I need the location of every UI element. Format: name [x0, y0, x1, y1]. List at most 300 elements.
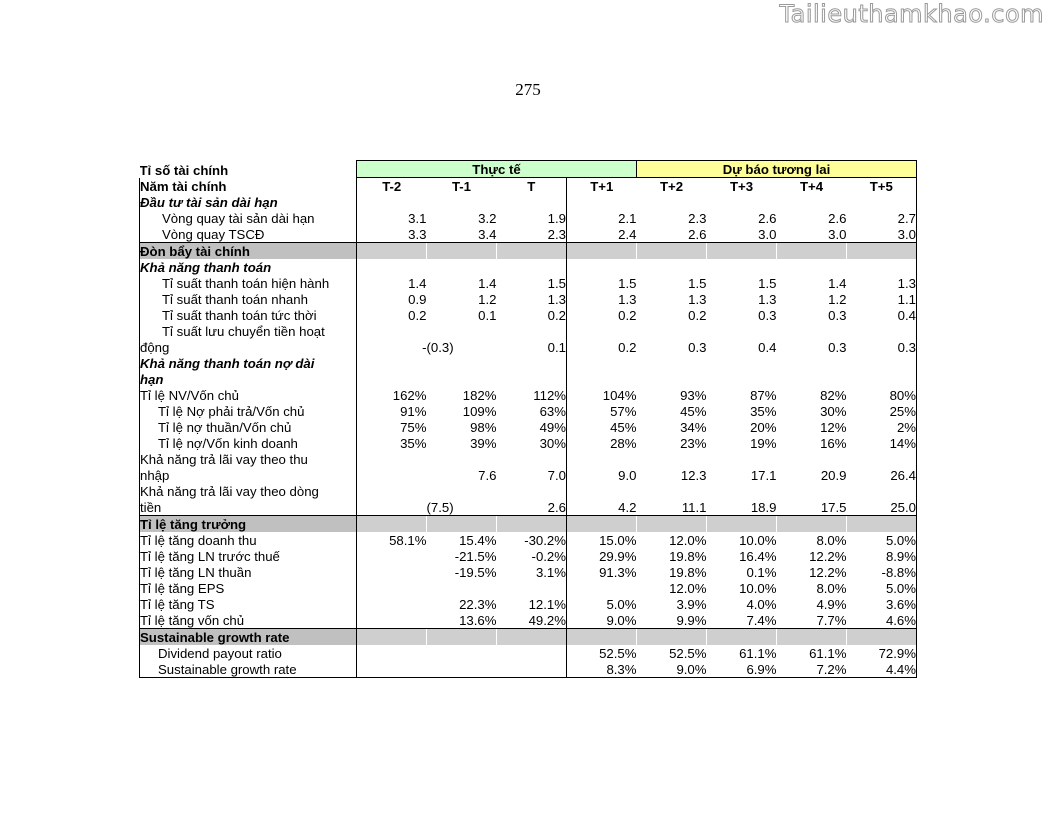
cell-value: 93% — [680, 388, 707, 403]
cell-value — [637, 451, 707, 467]
cell-value — [357, 355, 427, 371]
cell-value: 1.3 — [688, 292, 707, 307]
cell-value — [357, 661, 427, 678]
cell-value — [357, 580, 427, 596]
cell-value — [637, 371, 707, 387]
cell-value: 12.3 — [680, 468, 707, 483]
cell-value — [497, 645, 567, 661]
cell-value: 1.3 — [847, 275, 917, 291]
row-label: Tỉ lệ Nợ phải trả/Vốn chủ — [140, 403, 357, 419]
row-label: Khả năng trả lãi vay theo dòng — [140, 483, 357, 499]
cell-value: 26.4 — [847, 467, 917, 483]
cell-value: 0.2 — [688, 308, 707, 323]
row-label: Tỉ lệ nợ/Vốn kinh doanh — [140, 435, 357, 451]
row-label: Dividend payout ratio — [140, 645, 357, 661]
financial-ratios-table — [139, 160, 917, 678]
cell-value — [637, 483, 707, 499]
cell-value: 58.1% — [389, 533, 427, 548]
cell-value: 72.9% — [847, 645, 917, 661]
table-row — [140, 596, 917, 612]
cell-value — [567, 371, 637, 387]
table-row — [140, 194, 917, 210]
cell-value: 12.0% — [669, 581, 707, 596]
cell-value: 57% — [610, 404, 637, 419]
table-row — [140, 451, 917, 467]
cell-value: 7.2% — [777, 661, 847, 678]
cell-value: 7.0 — [497, 467, 567, 483]
cell-value: 1.2 — [478, 292, 497, 307]
cell-value — [427, 661, 497, 678]
table-row — [140, 661, 917, 678]
row-label: Tỉ lệ tăng LN trước thuế — [140, 548, 357, 564]
year-header: T+4 — [799, 179, 824, 194]
table-row — [140, 259, 917, 275]
cell-value: -19.5% — [454, 565, 497, 580]
cell-value — [637, 194, 707, 210]
cell-value: 8.3% — [567, 661, 637, 678]
table-title: Tỉ số tài chính — [139, 162, 229, 178]
cell-value: 1.3 — [497, 291, 567, 307]
cell-value — [847, 194, 917, 210]
row-label: Tỉ suất thanh toán hiện hành — [140, 275, 357, 291]
row-label: Tỉ suất thanh toán tức thời — [140, 307, 357, 323]
cell-value: 4.2 — [618, 500, 637, 515]
cell-value: -0.2% — [497, 548, 567, 564]
row-label: Tỉ lệ tăng vốn chủ — [140, 612, 357, 629]
watermark-text: Tailieuthamkhao.com — [779, 0, 1044, 28]
cell-value: 9.0% — [606, 613, 637, 628]
cell-value: 45% — [610, 420, 637, 435]
cell-value: 12.0% — [669, 533, 707, 548]
table-row — [140, 419, 917, 435]
cell-value: 2.4 — [618, 227, 637, 242]
cell-value: 18.9 — [750, 500, 777, 515]
cell-value — [847, 243, 917, 260]
cell-value — [357, 243, 427, 260]
cell-value — [847, 451, 917, 467]
cell-value — [567, 194, 637, 210]
cell-value: 35% — [750, 404, 777, 419]
cell-value — [707, 243, 777, 260]
cell-value: 0.2 — [618, 308, 637, 323]
cell-value: 9.0 — [618, 468, 637, 483]
cell-value: - — [422, 340, 427, 355]
cell-value — [427, 645, 497, 661]
year-header: T+5 — [847, 178, 917, 195]
group-forecast-header: Dự báo tương lai — [637, 161, 917, 178]
cell-value: 91% — [400, 404, 427, 419]
cell-value: 75% — [400, 420, 427, 435]
cell-value: 17.1 — [750, 468, 777, 483]
cell-value: 14% — [847, 435, 917, 451]
row-label: Tỉ lệ tăng trưởng — [140, 516, 357, 533]
cell-value — [497, 259, 567, 275]
cell-value — [497, 629, 567, 646]
cell-value: 182% — [462, 388, 497, 403]
cell-value — [427, 451, 497, 467]
section-header-row — [140, 516, 917, 533]
row-label: Tỉ lệ nợ thuần/Vốn chủ — [140, 419, 357, 435]
cell-value: -8.8% — [847, 564, 917, 580]
cell-value — [357, 612, 427, 629]
table-row — [140, 307, 917, 323]
cell-value: 52.5% — [669, 646, 707, 661]
cell-value — [427, 194, 497, 210]
row-label: động — [140, 339, 357, 355]
cell-value: 49.2% — [497, 612, 567, 629]
cell-value — [707, 259, 777, 275]
cell-value — [357, 259, 427, 275]
table-row — [140, 580, 917, 596]
cell-value: 104% — [602, 388, 637, 403]
year-header: T — [497, 178, 567, 195]
cell-value: 1.9 — [497, 210, 567, 226]
cell-value: 2.6 — [828, 211, 847, 226]
cell-value — [847, 629, 917, 646]
table-row — [140, 612, 917, 629]
cell-value: 61.1% — [739, 646, 777, 661]
cell-value — [567, 451, 637, 467]
group-header-row — [140, 161, 917, 178]
cell-value — [707, 483, 777, 499]
cell-value — [707, 355, 777, 371]
cell-value: 5.0% — [847, 580, 917, 596]
cell-value: 3.4 — [478, 227, 497, 242]
table-row — [140, 226, 917, 243]
cell-value: 1.1 — [847, 291, 917, 307]
cell-value: 3.2 — [478, 211, 497, 226]
cell-value — [847, 323, 917, 339]
cell-value: 7.6 — [478, 468, 497, 483]
cell-value: 98% — [470, 420, 497, 435]
cell-value: 29.9% — [599, 549, 637, 564]
row-label: Khả năng thanh toán — [140, 259, 357, 275]
cell-value: 91.3% — [599, 565, 637, 580]
cell-value — [357, 371, 427, 387]
row-label: Tỉ lệ tăng doanh thu — [140, 532, 357, 548]
cell-value — [567, 483, 637, 499]
cell-value — [707, 516, 777, 533]
row-label: Đòn bẩy tài chính — [140, 243, 357, 260]
cell-value: 2.6 — [497, 499, 567, 516]
cell-value — [357, 194, 427, 210]
cell-value: 2.7 — [847, 210, 917, 226]
cell-value — [497, 580, 567, 596]
cell-value: (0.3) — [426, 340, 454, 355]
cell-value: 8.0% — [816, 533, 847, 548]
cell-value: 15.4% — [459, 533, 497, 548]
cell-value — [637, 355, 707, 371]
table-row — [140, 532, 917, 548]
cell-value: 4.0% — [746, 597, 777, 612]
table-row — [140, 435, 917, 451]
cell-value — [567, 516, 637, 533]
cell-value — [427, 323, 497, 339]
cell-value — [707, 371, 777, 387]
cell-value: 0.4 — [847, 307, 917, 323]
row-label: Tỉ lệ tăng TS — [140, 596, 357, 612]
table-row — [140, 355, 917, 371]
cell-value — [357, 548, 427, 564]
cell-value — [497, 483, 567, 499]
cell-value — [777, 355, 847, 371]
cell-value: 4.6% — [847, 612, 917, 629]
cell-value: 162% — [392, 388, 427, 403]
cell-value: 63% — [497, 403, 567, 419]
cell-value — [637, 259, 707, 275]
cell-value: 13.6% — [459, 613, 497, 628]
cell-value — [777, 371, 847, 387]
cell-value — [357, 629, 427, 646]
cell-value — [567, 243, 637, 260]
cell-value: 2.6 — [688, 227, 707, 242]
cell-value — [567, 259, 637, 275]
cell-value: 1.4 — [478, 276, 497, 291]
cell-value: 3.9% — [676, 597, 707, 612]
cell-value — [357, 516, 427, 533]
cell-value: 35% — [400, 436, 427, 451]
cell-value — [777, 194, 847, 210]
cell-value — [777, 451, 847, 467]
cell-value — [567, 355, 637, 371]
cell-value: 12.1% — [497, 596, 567, 612]
row-label: Tỉ lệ tăng EPS — [140, 580, 357, 596]
cell-value: 0.2 — [408, 308, 427, 323]
cell-value: 0.2 — [497, 307, 567, 323]
row-label: Khả năng trả lãi vay theo thu — [140, 451, 357, 467]
group-actual-header: Thực tế — [357, 161, 637, 178]
cell-value: 0.3 — [688, 340, 707, 355]
table-row — [140, 275, 917, 291]
cell-value: 0.2 — [618, 340, 637, 355]
table-row — [140, 323, 917, 339]
cell-value: 12% — [820, 420, 847, 435]
cell-value: 0.9 — [408, 292, 427, 307]
cell-value: 28% — [610, 436, 637, 451]
cell-value: 39% — [470, 436, 497, 451]
row-label: Khả năng thanh toán nợ dài — [140, 355, 357, 371]
cell-value: 52.5% — [599, 646, 637, 661]
cell-value: 4.9% — [816, 597, 847, 612]
cell-value: 22.3% — [459, 597, 497, 612]
cell-value — [427, 371, 497, 387]
cell-value: 8.9% — [847, 548, 917, 564]
cell-value: 7.7% — [816, 613, 847, 628]
cell-value — [567, 323, 637, 339]
cell-value — [357, 451, 427, 467]
row-label: hạn — [140, 371, 357, 387]
cell-value: 5.0% — [606, 597, 637, 612]
cell-value — [427, 259, 497, 275]
cell-value — [707, 194, 777, 210]
cell-value — [357, 467, 427, 483]
cell-value: 19.8% — [669, 549, 707, 564]
section-header-row — [140, 629, 917, 646]
cell-value: 19% — [750, 436, 777, 451]
cell-value — [497, 371, 567, 387]
year-label: Năm tài chính — [140, 178, 357, 195]
cell-value — [357, 645, 427, 661]
cell-value — [427, 243, 497, 260]
row-label: Tỉ lệ NV/Vốn chủ — [140, 387, 357, 403]
cell-value: 3.6% — [847, 596, 917, 612]
section-header-row — [140, 243, 917, 260]
table-row — [140, 548, 917, 564]
cell-value: 2.3 — [688, 211, 707, 226]
cell-value: 0.3 — [828, 308, 847, 323]
cell-value: 1.4 — [828, 276, 847, 291]
cell-value — [707, 629, 777, 646]
cell-value — [637, 629, 707, 646]
cell-value — [637, 516, 707, 533]
cell-value: 3.0 — [828, 227, 847, 242]
cell-value — [497, 243, 567, 260]
cell-value — [637, 323, 707, 339]
cell-value: 1.3 — [618, 292, 637, 307]
cell-value: 61.1% — [809, 646, 847, 661]
cell-value — [427, 516, 497, 533]
cell-value — [777, 483, 847, 499]
cell-value — [847, 483, 917, 499]
row-label: Vòng quay TSCĐ — [140, 226, 357, 243]
cell-value: 3.0 — [758, 227, 777, 242]
cell-value: 112% — [497, 387, 567, 403]
cell-value: 1.5 — [688, 276, 707, 291]
table-row — [140, 564, 917, 580]
cell-value — [847, 371, 917, 387]
cell-value: 0.1 — [478, 308, 497, 323]
cell-value: 15.0% — [599, 533, 637, 548]
table-row — [140, 499, 917, 516]
cell-value — [707, 451, 777, 467]
cell-value — [427, 355, 497, 371]
table-row — [140, 387, 917, 403]
cell-value: 0.4 — [758, 340, 777, 355]
row-label: Vòng quay tài sản dài hạn — [140, 210, 357, 226]
cell-value: 8.0% — [816, 581, 847, 596]
cell-value: 19.8% — [669, 565, 707, 580]
table-row — [140, 403, 917, 419]
cell-value — [567, 580, 637, 596]
cell-value: 10.0% — [739, 533, 777, 548]
cell-value: 6.9% — [707, 661, 777, 678]
cell-value: 82% — [820, 388, 847, 403]
cell-value — [847, 516, 917, 533]
cell-value: 3.3 — [408, 227, 427, 242]
cell-value: 1.4 — [408, 276, 427, 291]
year-header: T-1 — [451, 179, 472, 194]
cell-value — [357, 596, 427, 612]
cell-value: 0.3 — [828, 340, 847, 355]
cell-value: 87% — [750, 388, 777, 403]
cell-value: 1.5 — [618, 276, 637, 291]
year-header: T-2 — [382, 179, 402, 194]
cell-value: 1.2 — [828, 292, 847, 307]
cell-value: 30% — [497, 435, 567, 451]
cell-value: 34% — [680, 420, 707, 435]
cell-value — [567, 629, 637, 646]
cell-value: 45% — [680, 404, 707, 419]
row-label: Sustainable growth rate — [140, 629, 357, 646]
row-label: nhập — [140, 467, 357, 483]
cell-value: -30.2% — [497, 532, 567, 548]
cell-value: 12.2% — [809, 565, 847, 580]
cell-value: 2.6 — [758, 211, 777, 226]
cell-value: (7.5) — [426, 500, 454, 515]
cell-value — [707, 323, 777, 339]
cell-value — [357, 483, 427, 499]
cell-value: 2.1 — [618, 211, 637, 226]
cell-value: 0.3 — [847, 339, 917, 355]
table-row — [140, 645, 917, 661]
row-label: Tỉ suất lưu chuyển tiền hoạt — [140, 323, 357, 339]
cell-value — [777, 259, 847, 275]
cell-value: 17.5 — [820, 500, 847, 515]
cell-value: 25.0 — [847, 499, 917, 516]
cell-value: 3.1% — [497, 564, 567, 580]
cell-value: 7.4% — [746, 613, 777, 628]
cell-value — [427, 580, 497, 596]
cell-value: 0.1% — [746, 565, 777, 580]
cell-value — [357, 499, 427, 516]
year-header: T+2 — [659, 179, 684, 194]
cell-value: 1.3 — [758, 292, 777, 307]
cell-value — [497, 451, 567, 467]
year-header-row — [140, 178, 917, 195]
row-label: Đầu tư tài sản dài hạn — [140, 194, 357, 210]
table-row — [140, 210, 917, 226]
cell-value: 2.3 — [497, 226, 567, 243]
cell-value — [847, 355, 917, 371]
row-label: tiền — [140, 499, 357, 516]
cell-value — [497, 323, 567, 339]
cell-value — [497, 355, 567, 371]
cell-value: 16% — [820, 436, 847, 451]
cell-value: 5.0% — [847, 532, 917, 548]
cell-value — [847, 259, 917, 275]
cell-value: 109% — [462, 404, 497, 419]
cell-value — [427, 629, 497, 646]
cell-value: 25% — [847, 403, 917, 419]
cell-value: 30% — [820, 404, 847, 419]
cell-value: 23% — [680, 436, 707, 451]
row-label: Sustainable growth rate — [140, 661, 357, 678]
cell-value: 3.0 — [847, 226, 917, 243]
cell-value: 4.4% — [847, 661, 917, 678]
cell-value: 20.9 — [820, 468, 847, 483]
table-row — [140, 291, 917, 307]
cell-value: 1.5 — [758, 276, 777, 291]
cell-value: 1.5 — [497, 275, 567, 291]
cell-value — [777, 243, 847, 260]
cell-value — [497, 516, 567, 533]
cell-value — [357, 323, 427, 339]
cell-value: 11.1 — [681, 500, 707, 515]
cell-value: 3.1 — [408, 211, 427, 226]
cell-value: 9.0% — [637, 661, 707, 678]
cell-value: 12.2% — [809, 549, 847, 564]
cell-value: 2% — [847, 419, 917, 435]
cell-value: 20% — [750, 420, 777, 435]
cell-value — [357, 564, 427, 580]
cell-value — [637, 243, 707, 260]
cell-value: 0.1 — [497, 339, 567, 355]
cell-value: 49% — [497, 419, 567, 435]
cell-value: 0.3 — [758, 308, 777, 323]
year-header: T+1 — [590, 179, 614, 194]
row-label: Tỉ lệ tăng LN thuần — [140, 564, 357, 580]
page-number: 275 — [515, 80, 541, 99]
